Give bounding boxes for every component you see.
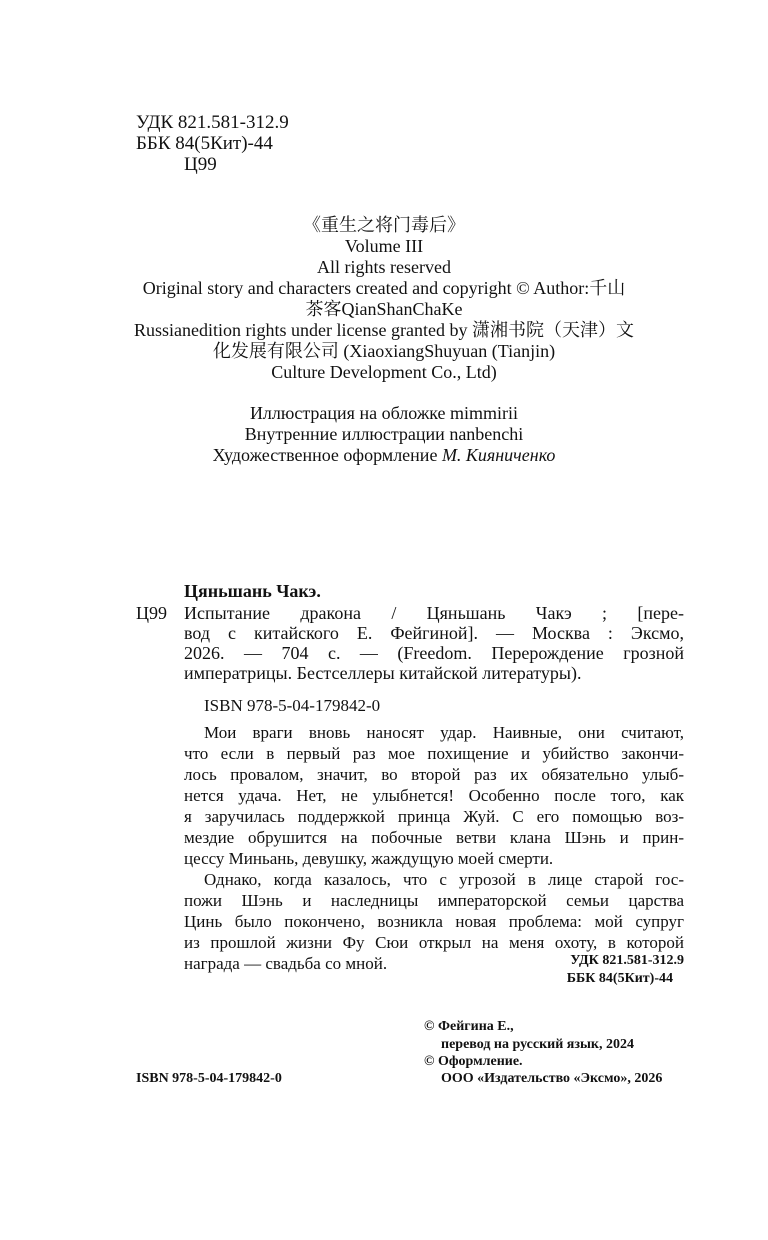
design-copyright: © Оформление. [424, 1054, 523, 1069]
original-title: 《重生之将门毒后》 [303, 215, 465, 235]
author-mark: Ц99 [184, 154, 217, 175]
design-credit [0, 445, 768, 465]
catalog-author: Цяньшань Чакэ. [184, 581, 321, 601]
annotation-line: Мои враги вновь наносят удар. Наивные, они считают, [204, 723, 684, 742]
license-line-2: 化发展有限公司 (XiaoxiangShuyuan (Tianjin) [212, 341, 556, 361]
catalog-mark: Ц99 [136, 603, 167, 623]
annotation-line: мездие обрушится на побочные ветви клана Шэнь и прин- [184, 828, 684, 847]
annotation-line: Цинь было покончено, возникла новая проблема: мой супруг [184, 912, 684, 931]
annotation-line: что если в первый раз мое похищение и убийство закончи- [184, 744, 684, 763]
copyright-author-line: Original story and characters created and copyright © Author:千山 [142, 278, 626, 298]
catalog-line: 2026. — 704 с. — (Freedom. Перерождение грозной [184, 643, 684, 663]
annotation-line: награда — свадьба со мной. [184, 954, 388, 973]
design-credit-name: М. Кияниченко [441, 445, 556, 465]
udk-code: УДК 821.581-312.9 [136, 112, 289, 133]
annotation-line: пожи Шэнь и наследницы императорской семьи царства [184, 891, 684, 910]
annotation-line: нется удача. Нет, не улыбнется! Особенно после того, как [184, 786, 684, 805]
translation-copyright: © Фейгина Е., [424, 1019, 514, 1034]
design-credit-label: Художественное оформление [212, 445, 442, 465]
translation-copyright-detail: перевод на русский язык, 2024 [441, 1037, 634, 1052]
license-line-3: Culture Development Co., Ltd) [271, 362, 497, 382]
copyright-author-name: 茶客QianShanChaKe [305, 299, 463, 319]
catalog-line: вод с китайского Е. Фейгиной]. — Москва : Эксмо, [184, 623, 684, 643]
inner-illustration-credit: Внутренние иллюстрации nanbenchi [244, 424, 524, 444]
annotation-paragraph-1 [184, 722, 684, 869]
cover-illustration-credit: Иллюстрация на обложке mimmirii [249, 403, 519, 423]
annotation-line: цессу Миньань, девушку, жаждущую моей смерти. [184, 849, 554, 868]
volume-line: Volume III [344, 236, 424, 256]
catalog-line: Испытание дракона / Цяньшань Чакэ ; [пере- [184, 603, 684, 623]
catalog-isbn: ISBN 978-5-04-179842-0 [204, 696, 381, 715]
annotation-line: я заручилась поддержкой принца Жуй. С его помощью воз- [184, 807, 684, 826]
annotation-line: лось провалом, значит, во второй раз их обязательно улыб- [184, 765, 684, 784]
footer-bbk-code: ББК 84(5Кит)-44 [566, 971, 673, 986]
footer-isbn: ISBN 978-5-04-179842-0 [136, 1071, 282, 1086]
footer-udk-code: УДК 821.581-312.9 [570, 953, 684, 968]
bbk-code: ББК 84(5Кит)-44 [136, 133, 273, 154]
annotation-line: Однако, когда казалось, что с угрозой в лице старой гос- [204, 870, 684, 889]
rights-reserved: All rights reserved [317, 257, 451, 277]
catalog-description [184, 603, 684, 683]
annotation-line: из прошлой жизни Фу Сюи открыл на меня охоту, в которой [184, 933, 684, 952]
license-line-1: Russianedition rights under license granted by 潇湘书院（天津）文 [134, 320, 634, 340]
catalog-line: императрицы. Бестселлеры китайской литературы). [184, 663, 582, 683]
design-copyright-detail: ООО «Издательство «Эксмо», 2026 [441, 1071, 663, 1086]
